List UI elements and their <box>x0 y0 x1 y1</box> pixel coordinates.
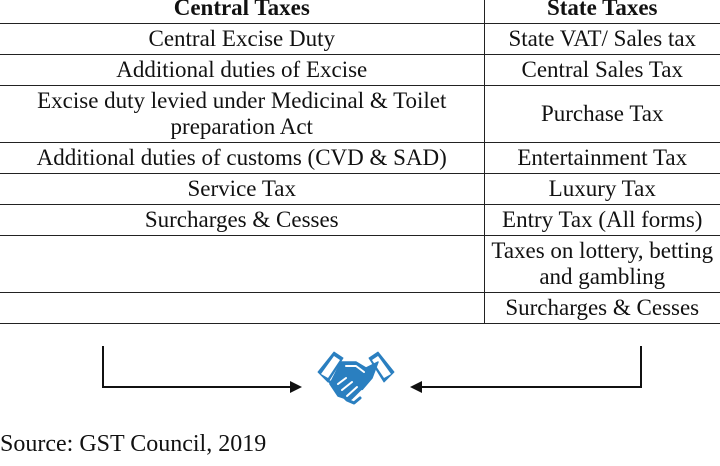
central-tax-cell <box>0 293 484 324</box>
right-arrow <box>412 346 641 387</box>
central-tax-cell: Excise duty levied under Medicinal & Toilet preparation Act <box>0 86 484 143</box>
state-tax-cell: Central Sales Tax <box>484 55 720 86</box>
table-row <box>0 143 720 174</box>
table-row <box>0 55 720 86</box>
state-tax-cell: Luxury Tax <box>484 174 720 205</box>
central-tax-cell: Central Excise Duty <box>0 24 484 55</box>
central-tax-cell: Additional duties of customs (CVD & SAD) <box>0 143 484 174</box>
handshake-icon <box>318 352 394 403</box>
table-row <box>0 205 720 236</box>
source-note: Source: GST Council, 2019 <box>0 431 267 457</box>
central-tax-cell: Surcharges & Cesses <box>0 205 484 236</box>
table-row <box>0 293 720 324</box>
left-arrow <box>103 346 300 387</box>
state-tax-cell: Entertainment Tax <box>484 143 720 174</box>
central-tax-cell: Service Tax <box>0 174 484 205</box>
table-row <box>0 174 720 205</box>
state-tax-cell: Purchase Tax <box>484 86 720 143</box>
central-tax-cell: Additional duties of Excise <box>0 55 484 86</box>
state-tax-cell: State VAT/ Sales tax <box>484 24 720 55</box>
table-row <box>0 86 720 143</box>
header-state-taxes: State Taxes <box>484 0 720 24</box>
header-central-taxes: Central Taxes <box>0 0 484 24</box>
central-tax-cell <box>0 236 484 293</box>
table-row <box>0 236 720 293</box>
state-tax-cell: Taxes on lottery, betting and gambling <box>484 236 720 293</box>
table-row <box>0 24 720 55</box>
table-header-row <box>0 0 720 24</box>
state-tax-cell: Entry Tax (All forms) <box>484 205 720 236</box>
state-tax-cell: Surcharges & Cesses <box>484 293 720 324</box>
